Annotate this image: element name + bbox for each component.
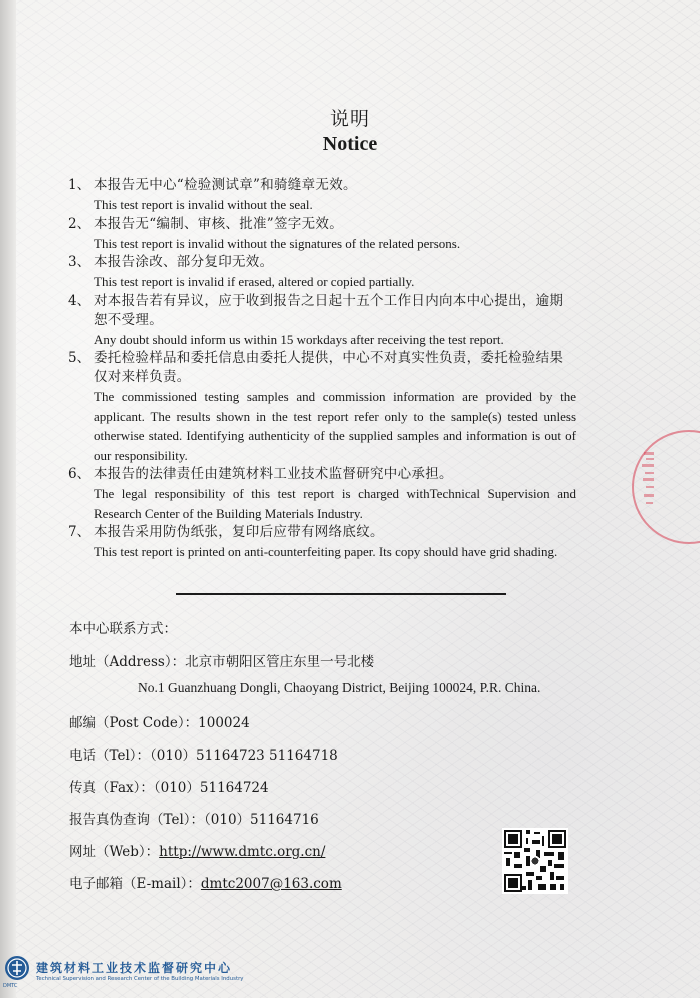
notice-text-en: The commissioned testing samples and commission information are provided by the applicant. The results shown in the test report refer only to the sample(s) tested unless otherwise stated. Identifying authenticity of the supplied samples and information is out of our responsibility. (94, 389, 576, 463)
notice-text-en: This test report is invalid without the seal. (94, 197, 313, 212)
email-link[interactable]: dmtc2007@163.com (200, 876, 342, 892)
tel-value: （010）51164723 51164718 (150, 748, 338, 764)
web-row (69, 840, 325, 860)
red-seal-stamp-marks (640, 448, 670, 518)
notice-number: 6、 (68, 466, 91, 482)
notice-item (68, 523, 576, 562)
notice-number: 7、 (68, 524, 91, 540)
notice-text-cn: 本报告采用防伪纸张，复印后应带有网络底纹。 (94, 524, 384, 540)
email-row (69, 872, 342, 892)
contact-heading: 本中心联系方式： (69, 621, 177, 637)
qr-code-icon (502, 828, 568, 894)
notice-item (68, 292, 576, 350)
notice-number: 4、 (68, 292, 91, 309)
tel-label: 电话（Tel）： (69, 748, 151, 764)
address-en: No.1 Guanzhuang Dongli, Chaoyang District, Beijing 100024, P.R. China. (138, 680, 541, 695)
notice-number: 2、 (68, 215, 91, 232)
notice-item (68, 465, 576, 523)
notice-text-en: This test report is invalid if erased, altered or copied partially. (94, 274, 415, 289)
dmtc-logo-icon (4, 955, 30, 981)
fax-value: （010）51164724 (153, 780, 269, 796)
notice-number: 3、 (68, 254, 91, 270)
notice-text-cn: 委托检验样品和委托信息由委托人提供，中心不对真实性负责，委托检验结果仅对来样负责。 (94, 350, 564, 385)
notice-number: 1、 (68, 177, 91, 193)
verify-tel: （010）51164716 (204, 812, 319, 828)
org-name-cn: 建筑材料工业技术监督研究中心 (36, 961, 233, 975)
postcode-row (69, 711, 250, 731)
fax-row (69, 776, 269, 796)
notice-text-en: This test report is invalid without the signatures of the related persons. (94, 235, 461, 251)
org-name-en: Technical Supervision and Research Center of the Building Materials Industry (36, 976, 244, 982)
fax-label: 传真（Fax）： (69, 780, 154, 796)
notice-text-cn: 对本报告若有异议，应于收到报告之日起十五个工作日内向本中心提出，逾期恕不受理。 (94, 292, 564, 328)
section-divider (176, 593, 506, 595)
notice-text-cn: 本报告涂改、部分复印无效。 (94, 254, 274, 270)
address-row (69, 650, 374, 670)
postcode-value: 100024 (198, 715, 250, 731)
web-label: 网址（Web）： (69, 844, 160, 860)
notice-text-en: The legal responsibility of this test report is charged withTechnical Supervision and Research Center of the Building Materials Industry. (94, 486, 576, 521)
logo-caption: DMTC (3, 983, 18, 989)
email-label: 电子邮箱（E-mail）： (69, 876, 201, 892)
address-cn: 北京市朝阳区管庄东里一号北楼 (185, 654, 375, 670)
notice-text-cn: 本报告无“编制、审核、批准”签字无效。 (94, 215, 344, 232)
title-english: Notice (322, 133, 378, 155)
notice-text-en: This test report is printed on anti-counterfeiting paper. Its copy should have grid shading. (94, 544, 558, 559)
postcode-label: 邮编（Post Code）： (69, 715, 199, 731)
notice-text-cn: 本报告无中心“检验测试章”和骑缝章无效。 (94, 177, 357, 193)
notice-text-cn: 本报告的法律责任由建筑材料工业技术监督研究中心承担。 (94, 466, 453, 482)
notice-item (68, 349, 576, 465)
notice-item (68, 253, 576, 292)
notice-text-en: Any doubt should inform us within 15 workdays after receiving the test report. (94, 331, 504, 347)
title-chinese: 说明 (329, 108, 370, 130)
notice-item (68, 215, 576, 254)
address-label: 地址（Address）： (69, 654, 186, 670)
verify-row (69, 808, 319, 828)
verify-label: 报告真伪查询（Tel）： (69, 812, 205, 828)
tel-row (69, 744, 338, 764)
notice-list (68, 176, 576, 562)
notice-item (68, 176, 576, 215)
web-link[interactable]: http://www.dmtc.org.cn/ (159, 844, 326, 860)
notice-number: 5、 (68, 350, 91, 366)
